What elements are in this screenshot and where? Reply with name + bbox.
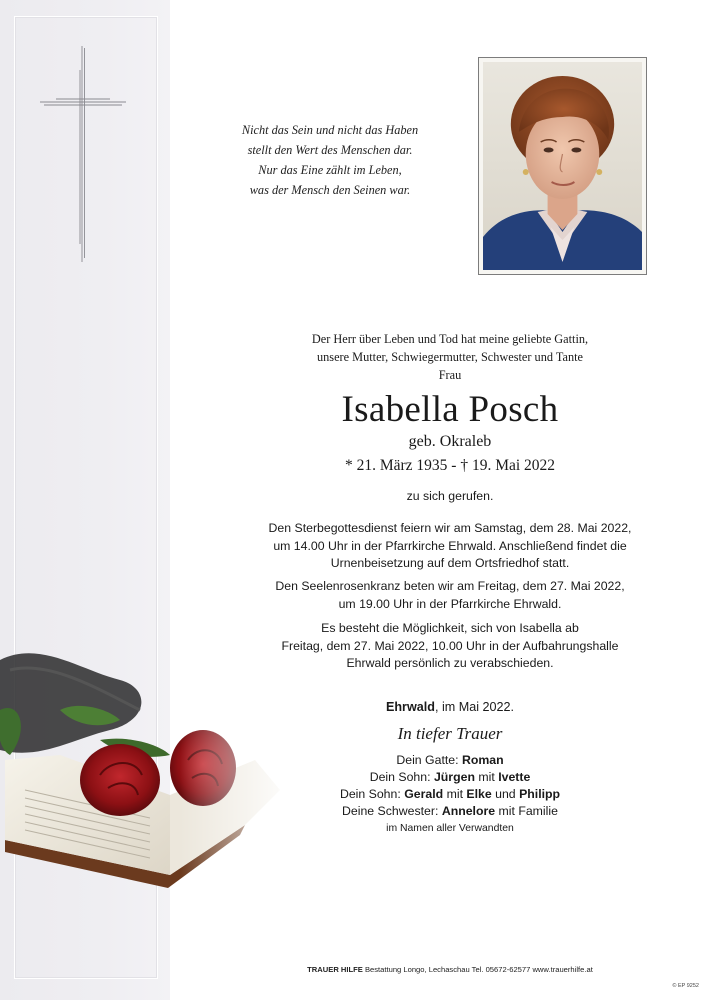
place-name: Ehrwald — [385, 700, 435, 714]
family-member: Philipp — [519, 787, 561, 801]
family-row — [240, 803, 660, 820]
called-home-text: zu sich gerufen. — [406, 489, 494, 503]
quote-line: was der Mensch den Seinen war. — [249, 183, 411, 197]
date-separator: - — [447, 457, 461, 474]
paragraph-line: Es besteht die Möglichkeit, sich von Isabella ab — [321, 621, 579, 635]
family-member: Gerald — [404, 787, 444, 801]
paragraph-line: um 14.00 Uhr in der Pfarrkirche Ehrwald. Anschließend findet die — [273, 538, 627, 553]
deceased-name: Isabella Posch — [341, 389, 559, 430]
intro-line: Der Herr über Leben und Tod hat meine geliebte Gattin, — [311, 332, 589, 346]
paragraph-line: Urnenbeisetzung auf dem Ortsfriedhof statt. — [330, 556, 570, 570]
family-joiner: und — [491, 787, 520, 801]
family-row — [240, 752, 660, 769]
family-joiner: mit — [474, 770, 499, 784]
quote-line: Nur das Eine zählt im Leben, — [258, 163, 402, 177]
paragraph-line: um 19.00 Uhr in der Pfarrkirche Ehrwald. — [338, 596, 562, 611]
family-row — [240, 786, 660, 803]
family-member: Roman — [461, 753, 504, 767]
cross-icon — [38, 44, 128, 264]
family-prefix: Dein Sohn: — [339, 787, 405, 801]
family-member: Ivette — [498, 770, 531, 784]
footer-brand: TRAUER HILFE — [307, 965, 363, 974]
quote-line: stellt den Wert des Menschen dar. — [247, 143, 413, 157]
family-row — [240, 769, 660, 786]
place-date-text: , im Mai 2022. — [434, 700, 515, 714]
place-date — [240, 698, 660, 716]
paragraph-line: Den Sterbegottesdienst feiern wir am Samstag, dem 28. Mai 2022, — [268, 521, 632, 535]
document-code: © EP 9252 — [672, 983, 699, 989]
paragraph-line: Den Seelenrosenkranz beten wir am Freitag, dem 27. Mai 2022, — [275, 579, 625, 593]
service-paragraph — [240, 520, 660, 573]
portrait-photo — [483, 62, 642, 270]
intro-text — [240, 330, 660, 384]
mourning-heading: In tiefer Trauer — [397, 724, 503, 743]
intro-line: Frau — [438, 368, 462, 382]
family-member: Annelore — [441, 804, 496, 818]
family-prefix: Deine Schwester: — [342, 804, 442, 818]
family-suffix: mit Familie — [495, 804, 558, 818]
maiden-name: geb. Okraleb — [408, 433, 492, 450]
family-member: Elke — [466, 787, 492, 801]
paragraph-line: Ehrwald persönlich zu verabschieden. — [346, 656, 554, 670]
family-prefix: Dein Gatte: — [396, 753, 462, 767]
relatives-line: im Namen aller Verwandten — [386, 823, 514, 834]
paragraph-line: Freitag, dem 27. Mai 2022, 10.00 Uhr in der Aufbahrungshalle — [281, 638, 619, 653]
family-member: Jürgen — [433, 770, 475, 784]
life-dates — [240, 455, 660, 477]
quote-line: Nicht das Sein und nicht das Haben — [241, 123, 419, 137]
footer — [210, 965, 690, 974]
death-date: † 19. Mai 2022 — [460, 457, 556, 474]
footer-text: Bestattung Longo, Lechaschau Tel. 05672-62577 www.trauerhilfe.at — [362, 965, 593, 974]
intro-line: unsere Mutter, Schwiegermutter, Schwester und Tante — [317, 350, 583, 364]
rosary-paragraph — [240, 578, 660, 613]
birth-date: * 21. März 1935 — [344, 457, 448, 474]
quote — [200, 120, 460, 200]
family-prefix: Dein Sohn: — [369, 770, 434, 784]
farewell-paragraph — [240, 620, 660, 673]
family-joiner: mit — [443, 787, 467, 801]
portrait-frame — [478, 57, 647, 275]
family-list — [240, 752, 660, 837]
